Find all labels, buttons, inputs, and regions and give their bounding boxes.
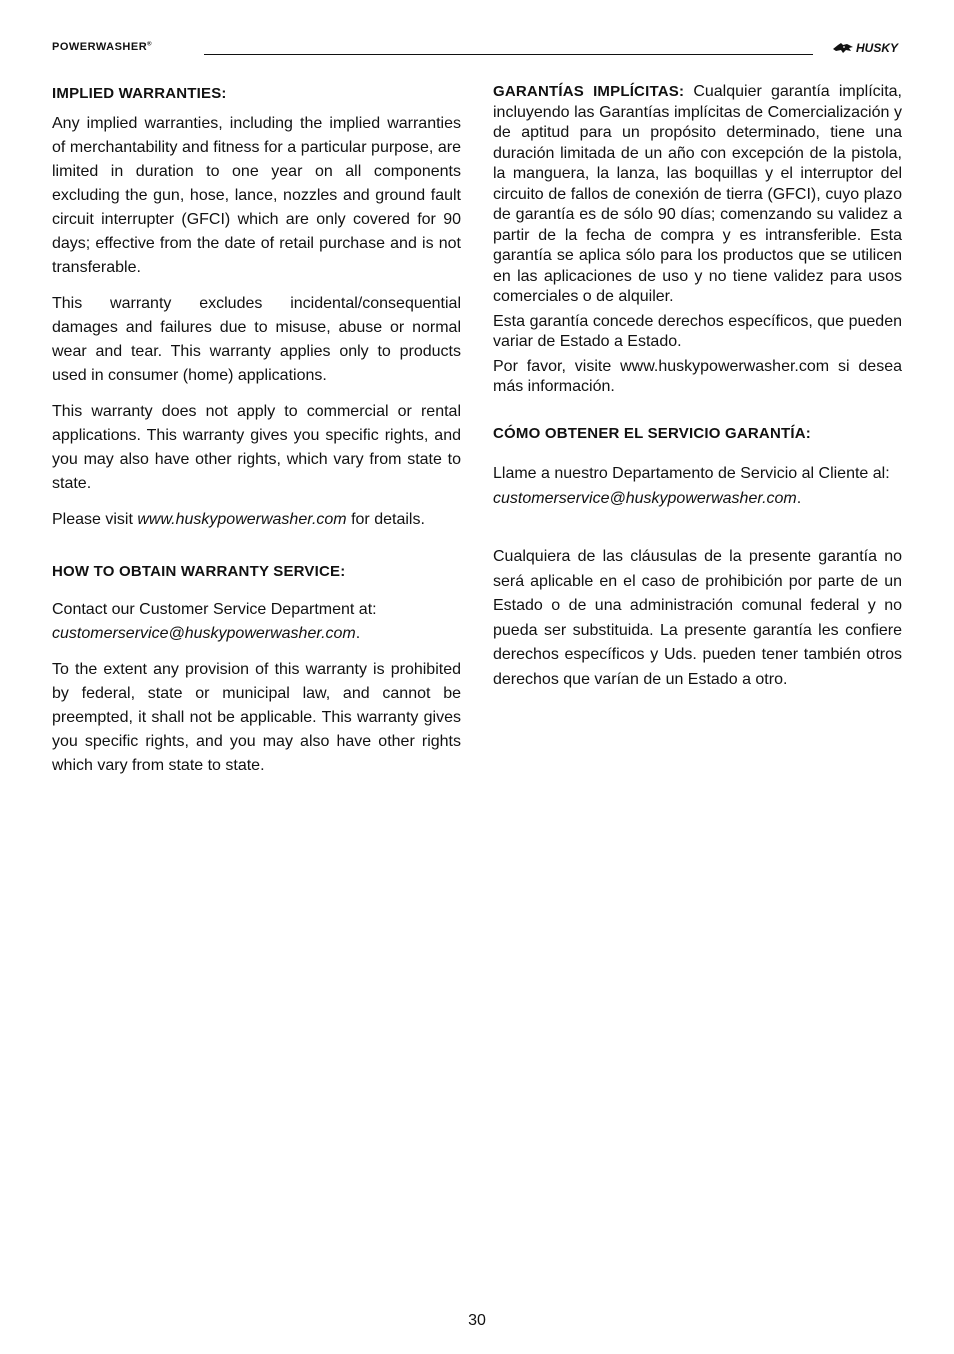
visit-post: for details. [346,511,425,528]
contact-post: . [355,625,361,642]
clausulas-text: Cualquiera de las cláusulas de la presente garantía no será aplicable en el caso de prohibición por parte de un Estado o de una administración comunal federal y no pueda ser substituida. La presente garantía les confiere derechos específicos y Uds. pueden tener también otros derechos que varían de un Estado a otro. [493,548,902,688]
brand-name: POWERWASHER [52,41,148,53]
law-provision-text: To the extent any provision of this warranty is prohibited by federal, state or municipal law, and cannot be preempted, it shall not be applicable. This warranty gives you specific rights, and you may also have other rights which vary from state to state. [52,661,461,774]
husky-logo [832,41,898,55]
garantias-text [493,82,902,308]
garantias-heading: GARANTÍAS IMPLÍCITAS: [493,83,685,100]
husky-dog-icon [832,42,854,54]
commercial-use-text: This warranty does not apply to commercial or rental applications. This warranty gives you specific rights, and you may also have other rights, which vary from state to state. [52,403,461,492]
implied-warranties-heading: IMPLIED WARRANTIES: [52,85,227,102]
warranty-service-heading: HOW TO OBTAIN WARRANTY SERVICE: [52,563,346,580]
husky-logo-text: HUSKY [855,41,898,55]
contacto-text [493,462,902,511]
garantias-body: Cualquier garantía implícita, incluyendo las Garantías implícitas de Comercialización y de aptitud para un propósito determinado, tiene una duración limitada de un año con excepción de la pistola, la manguera, la lanza, las boquillas y el interruptor del circuito de fallos de conexión de tierra (GFCI), cuyo plazo de garantía es de sólo 90 días; comenzando su validez a partir de la fecha de compra y es intransferible. Esta garantía se aplica sólo para los productos que se utilicen en las aplicaciones de uso y no tiene validez para usos comerciales o de alquiler. [493,83,903,305]
correo-link[interactable]: customerservice@huskypowerwasher.com [493,489,797,507]
contact-pre: Contact our Customer Service Department at: [52,601,377,618]
page-header [52,41,898,57]
visite-text: Por favor, visite www.huskypowerwasher.com si desea más información. [493,357,902,395]
contact-text [52,598,461,646]
visit-website-text [52,508,461,532]
header-rule [204,54,813,55]
visit-pre: Please visit [52,511,138,528]
spanish-column [493,82,902,704]
page-number: 30 [468,1312,486,1329]
spacer [493,523,902,545]
website-link[interactable]: www.huskypowerwasher.com [137,511,347,528]
english-column [52,82,461,790]
servicio-garantia-heading: CÓMO OBTENER EL SERVICIO GARANTÍA: [493,424,811,442]
brand-title [52,41,152,53]
contacto-pre: Llame a nuestro Departamento de Servicio al Cliente al: [493,465,890,482]
contacto-post: . [796,489,802,507]
derechos-text: Esta garantía concede derechos específicos, que pueden variar de Estado a Estado. [493,312,902,350]
registered-mark: ® [147,41,153,48]
exclusions-text: This warranty excludes incidental/consequential damages and failures due to misuse, abuse or normal wear and tear. This warranty applies only to products used in consumer (home) applications. [52,295,461,384]
email-link[interactable]: customerservice@huskypowerwasher.com [52,625,356,642]
implied-warranties-text: Any implied warranties, including the implied warranties of merchantability and fitness for a particular purpose, are limited in duration to one year on all components excluding the gun, hose, lance, nozzles and ground fault circuit interrupter (GFCI) which are only covered for 90 days; effective from the date of retail purchase and is not transferable. [52,115,461,276]
